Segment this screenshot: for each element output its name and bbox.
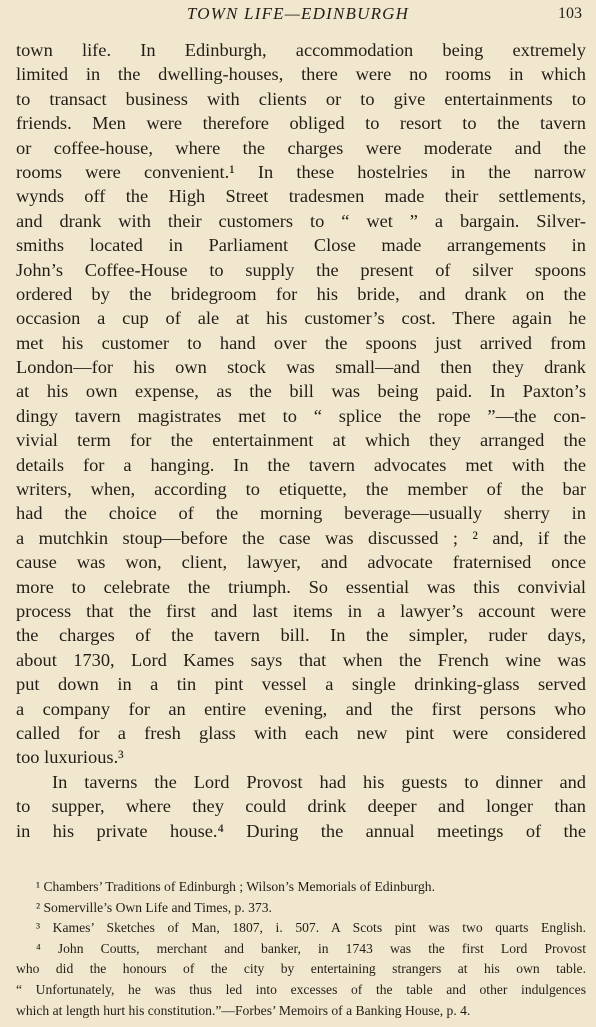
text-line: to supper, where they could drink deeper and longer than	[16, 796, 586, 817]
text-line: cause was won, client, lawyer, and advocate fraternised once	[16, 552, 586, 573]
text-line: John’s Coffee-House to supply the present of silver spoons	[16, 259, 586, 280]
footnote-1: ¹ Chambers’ Traditions of Edinburgh ; Wilson’s Memorials of Edinburgh.	[36, 879, 435, 894]
text-line: process that the first and last items in a lawyer’s account were	[16, 600, 586, 621]
text-line: put down in a tin pint vessel a single drinking-glass served	[16, 674, 586, 695]
text-line: called for a fresh glass with each new pint were considered	[16, 722, 586, 743]
footnote-2: ² Somerville’s Own Life and Times, p. 373.	[36, 899, 272, 915]
footnote-4-continued: who did the honours of the city by entertaining strangers at his own table.	[16, 961, 586, 977]
paragraph-start-line: In taverns the Lord Provost had his guests to dinner and	[52, 771, 586, 792]
text-line: wynds off the High Street tradesmen made their settlements,	[16, 186, 586, 207]
text-line: in his private house.⁴ During the annual meetings of the	[16, 820, 586, 841]
footnote-4: ⁴ John Coutts, merchant and banker, in 1743 was the first Lord Provost	[36, 940, 586, 956]
text-line: met his customer to hand over the spoons just arrived from	[16, 332, 586, 353]
text-line: a mutchkin stoup—before the case was discussed ; ² and, if the	[16, 527, 586, 548]
text-line: London—for his own stock was small—and then they drank	[16, 357, 586, 378]
text-line: about 1730, Lord Kames says that when the French wine was	[16, 649, 586, 670]
text-line: friends. Men were therefore obliged to resort to the tavern	[16, 113, 586, 134]
footnote-4-continued: which at length hurt his constitution.”—Forbes’ Memoirs of a Banking House, p. 4.	[16, 1002, 471, 1018]
text-line: limited in the dwelling-houses, there were no rooms in which	[16, 64, 586, 85]
text-line: dingy tavern magistrates met to “ splice the rope ”—the con-	[16, 405, 586, 426]
text-line: and drank with their customers to “ wet ” a bargain. Silver-	[16, 210, 586, 231]
text-line: occasion a cup of ale at his customer’s cost. There again he	[16, 308, 586, 329]
footnote-4-continued: “ Unfortunately, he was thus led into excesses of the table and other indulgences	[16, 981, 586, 997]
text-line: a company for an entire evening, and the first persons who	[16, 698, 586, 719]
text-line: town life. In Edinburgh, accommodation being extremely	[16, 40, 586, 60]
text-line: had the choice of the morning beverage—usually sherry in	[16, 503, 586, 524]
footnotes	[16, 877, 586, 1021]
page-number: 103	[558, 5, 582, 22]
text-line: at his own expense, as the bill was being paid. In Paxton’s	[16, 381, 586, 402]
body-text	[16, 38, 586, 843]
text-line: details for a hanging. In the tavern advocates met with the	[16, 454, 586, 475]
text-line: writers, when, according to etiquette, the member of the bar	[16, 479, 586, 500]
text-line: ordered by the bridegroom for his bride, and drank on the	[16, 283, 586, 304]
text-line: rooms were convenient.¹ In these hostelries in the narrow	[16, 161, 586, 182]
text-line: vivial term for the entertainment at which they arranged the	[16, 430, 586, 451]
footnote-3: ³ Kames’ Sketches of Man, 1807, i. 507. A Scots pint was two quarts English.	[36, 920, 586, 936]
text-line: smiths located in Parliament Close made arrangements in	[16, 235, 586, 256]
running-title: TOWN LIFE—EDINBURGH	[186, 4, 410, 23]
text-line: the charges of the tavern bill. In the simpler, ruder days,	[16, 625, 586, 646]
text-line: or coffee-house, where the charges were moderate and the	[16, 137, 586, 158]
paragraph-end-line: too luxurious.³	[16, 747, 124, 768]
running-head	[0, 2, 596, 26]
text-line: to transact business with clients or to give entertainments to	[16, 88, 586, 109]
text-line: more to celebrate the triumph. So essential was this convivial	[16, 576, 586, 597]
